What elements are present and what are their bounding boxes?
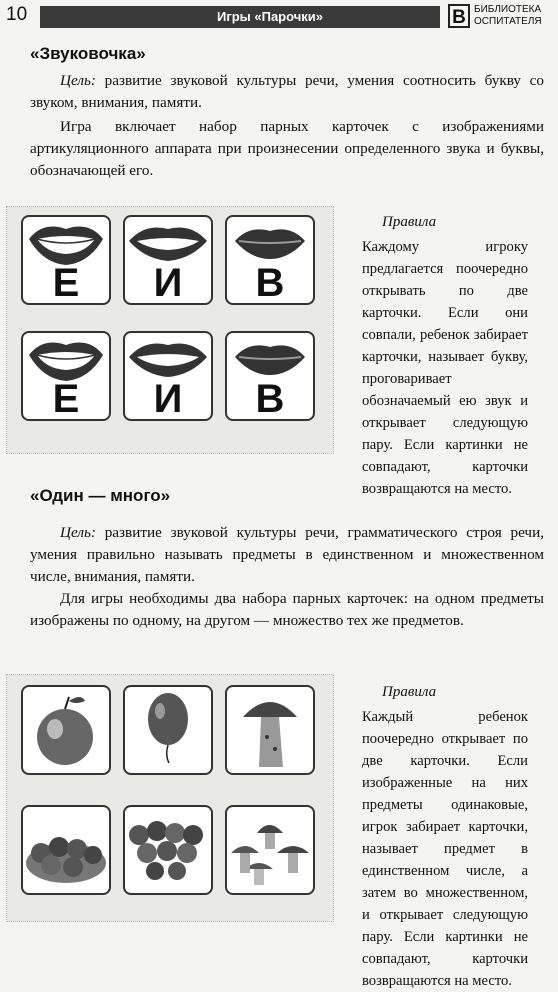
library-line-1: БИБЛИОТЕКА [474, 4, 542, 15]
game2-card-2 [123, 685, 213, 775]
game2-card-1 [21, 685, 111, 775]
game1-card-1 [21, 215, 111, 305]
game2-card-5 [123, 805, 213, 895]
game1-card-6 [225, 331, 315, 421]
game1-rules-title: Правила [382, 214, 437, 230]
game1-card-3 [225, 215, 315, 305]
game1-card-1-letter: Е [52, 261, 80, 305]
balloons-icon [125, 807, 211, 893]
game1-card-2 [123, 215, 213, 305]
library-name [474, 4, 542, 28]
game2-goal [30, 522, 544, 588]
game1-card-3-letter: В [255, 261, 285, 305]
game2-card-6 [225, 805, 315, 895]
game1-goal-text: развитие звуковой культуры речи, умения соотносить букву со звуком, внимания, памяти. [30, 72, 544, 111]
game1-card-4 [21, 331, 111, 421]
game2-intro: Для игры необходимы два набора парных карточек: на одном предметы изображены по одному, на другом — множество тех же предметов. [30, 590, 544, 629]
game1-rules-text: Каждому игроку предлагается поочередно открывать по две карточки. Если они совпали, ребенок забирает карточки, называет букву, проговаривает обозначаемый ею звук и открывает следующую пару. Если картинки не совпадают, карточки возвращаются на место. [362, 239, 528, 497]
game1-card-5-letter: И [153, 377, 183, 421]
page-header [0, 0, 558, 34]
game2-card-4 [21, 805, 111, 895]
mushroom-icon [227, 687, 313, 773]
game1-card-grid [6, 206, 334, 454]
apples-basket-icon [23, 807, 109, 893]
game1-card-2-letter: И [153, 261, 183, 305]
game1-card-5 [123, 331, 213, 421]
balloon-icon [125, 687, 211, 773]
game2-goal-label: Цель: [60, 524, 96, 541]
game2-rules-title: Правила [382, 684, 437, 700]
game1-title: «Звуковочка» [30, 44, 146, 63]
apple-icon [23, 687, 109, 773]
page-number: 10 [6, 4, 28, 25]
game2-title: «Один — много» [30, 486, 171, 505]
game2-card-grid [6, 674, 334, 922]
game2-rules-text: Каждый ребенок поочередно открывает по две карточки. Если изображенные на них предметы одинаковые, игрок забирает карточки, называет предмет в единственном числе, а затем во множественном, и открывает следующую пару. Если картинки не совпадают, карточки возвращаются на место. [362, 709, 528, 989]
game1-goal-label: Цель: [60, 72, 96, 89]
library-line-2: ОСПИТАТЕЛЯ [474, 16, 542, 27]
game2-card-3 [225, 685, 315, 775]
running-title-bar [40, 6, 440, 28]
game1-card-4-letter: Е [52, 377, 80, 421]
library-logo: В [448, 4, 470, 28]
game1-goal [30, 70, 544, 114]
game2-goal-text: развитие звуковой культуры речи, грамматического строя речи, умения правильно называть предметы в единственном и множественном числе, внимания, памяти. [30, 524, 544, 585]
game1-intro: Игра включает набор парных карточек с изображениями артикуляционного аппарата при произнесении определенного звука и буквы, обозначающей его. [30, 118, 544, 179]
running-title: Игры «Парочки» [216, 9, 324, 24]
game1-card-6-letter: В [255, 377, 285, 421]
mushrooms-icon [227, 807, 313, 893]
